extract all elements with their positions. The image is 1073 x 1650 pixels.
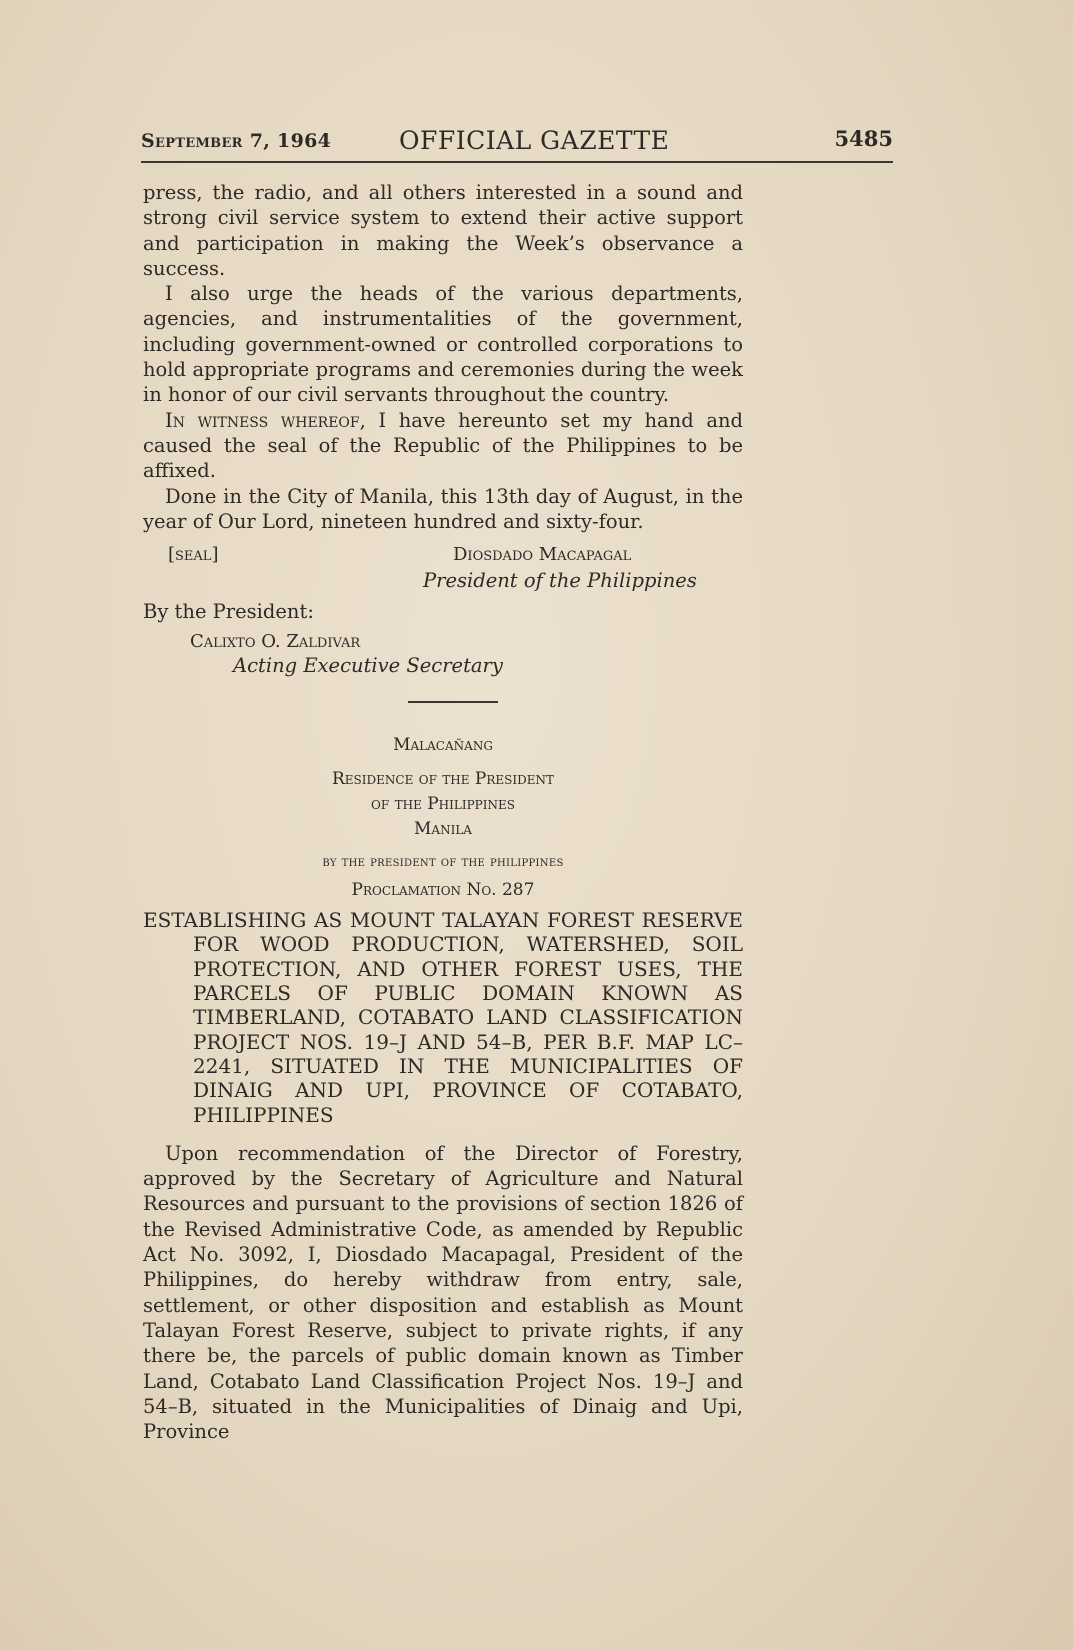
by-the-president: By the President:	[143, 600, 314, 624]
residence-line-1: Residence of the President	[331, 769, 555, 790]
proclamation-heading: ESTABLISHING AS MOUNT TALAYAN FOREST RESERVE FOR WOOD PRODUCTION, WATERSHED, SOIL PROTECTION, AND OTHER FOREST USES, THE PARCELS OF PUBLIC DOMAIN KNOWN AS TIMBERLAND, COTABATO LAND CLASSIFICATION PROJECT NOS. 19–J AND 54–B, PER B.F. MAP LC–2241, SITUATED IN THE MUNICIPALITIES OF DINAIG AND UPI, PROVINCE OF COTABATO, PHILIPPINES	[143, 908, 743, 1127]
page-body	[143, 180, 743, 1444]
seal-label: [seal]	[168, 544, 219, 566]
section-divider	[408, 701, 498, 703]
header-date: September 7, 1964	[141, 130, 332, 152]
signature-block	[143, 544, 743, 598]
paragraph-continuation: press, the radio, and all others interested in a sound and strong civil service system to extend their active support and participation in making the Week’s observance a success.	[143, 181, 743, 280]
residence-block	[143, 767, 743, 842]
cosigner-name: Calixto O. Zaldivar	[190, 631, 361, 653]
header-page-number: 5485	[834, 126, 893, 151]
page-header	[141, 126, 893, 162]
header-title: OFFICIAL GAZETTE	[399, 126, 670, 155]
paragraph-witness	[143, 408, 743, 484]
signer-title: President of the Philippines	[423, 569, 697, 593]
by-the-president-heading: by the president of the philippines	[322, 854, 564, 871]
cosigner-title: Acting Executive Secretary	[233, 654, 503, 678]
witness-lead: In witness whereof,	[165, 408, 366, 432]
proclamation-body: Upon recommendation of the Director of Forestry, approved by the Secretary of Agriculture and Natural Resources and pursuant to the provisions of section 1826 of the Revised Administrative Code, as amended by Republic Act No. 3092, I, Diosdado Macapagal, President of the Philippines, do hereby withdraw from entry, sale, settlement, or other disposition and establish as Mount Talayan Forest Reserve, subject to private rights, if any there be, the parcels of public domain known as Timber Land, Cotabato Land Classification Project Nos. 19–J and 54–B, situated in the Municipalities of Dinaig and Upi, Province	[143, 1141, 743, 1444]
office-name: Malacañang	[393, 735, 493, 756]
signer-name: Diosdado Macapagal	[453, 544, 632, 566]
residence-line-3: Manila	[414, 819, 472, 840]
header-rule	[141, 161, 893, 163]
witness-rest: I have hereunto set my hand and caused the seal of the Republic of the Philippines to be affixed.	[143, 408, 743, 483]
paragraph-urge: I also urge the heads of the various departments, agencies, and instrumentalities of the government, including government-owned or controlled corporations to hold appropriate programs and ceremonies during the week in honor of our civil servants throughout the country.	[143, 282, 743, 407]
paragraph-done: Done in the City of Manila, this 13th day of August, in the year of Our Lord, nineteen hundred and sixty-four.	[143, 484, 743, 533]
residence-line-2: of the Philippines	[371, 794, 515, 815]
proclamation-number: Proclamation No. 287	[351, 880, 535, 901]
